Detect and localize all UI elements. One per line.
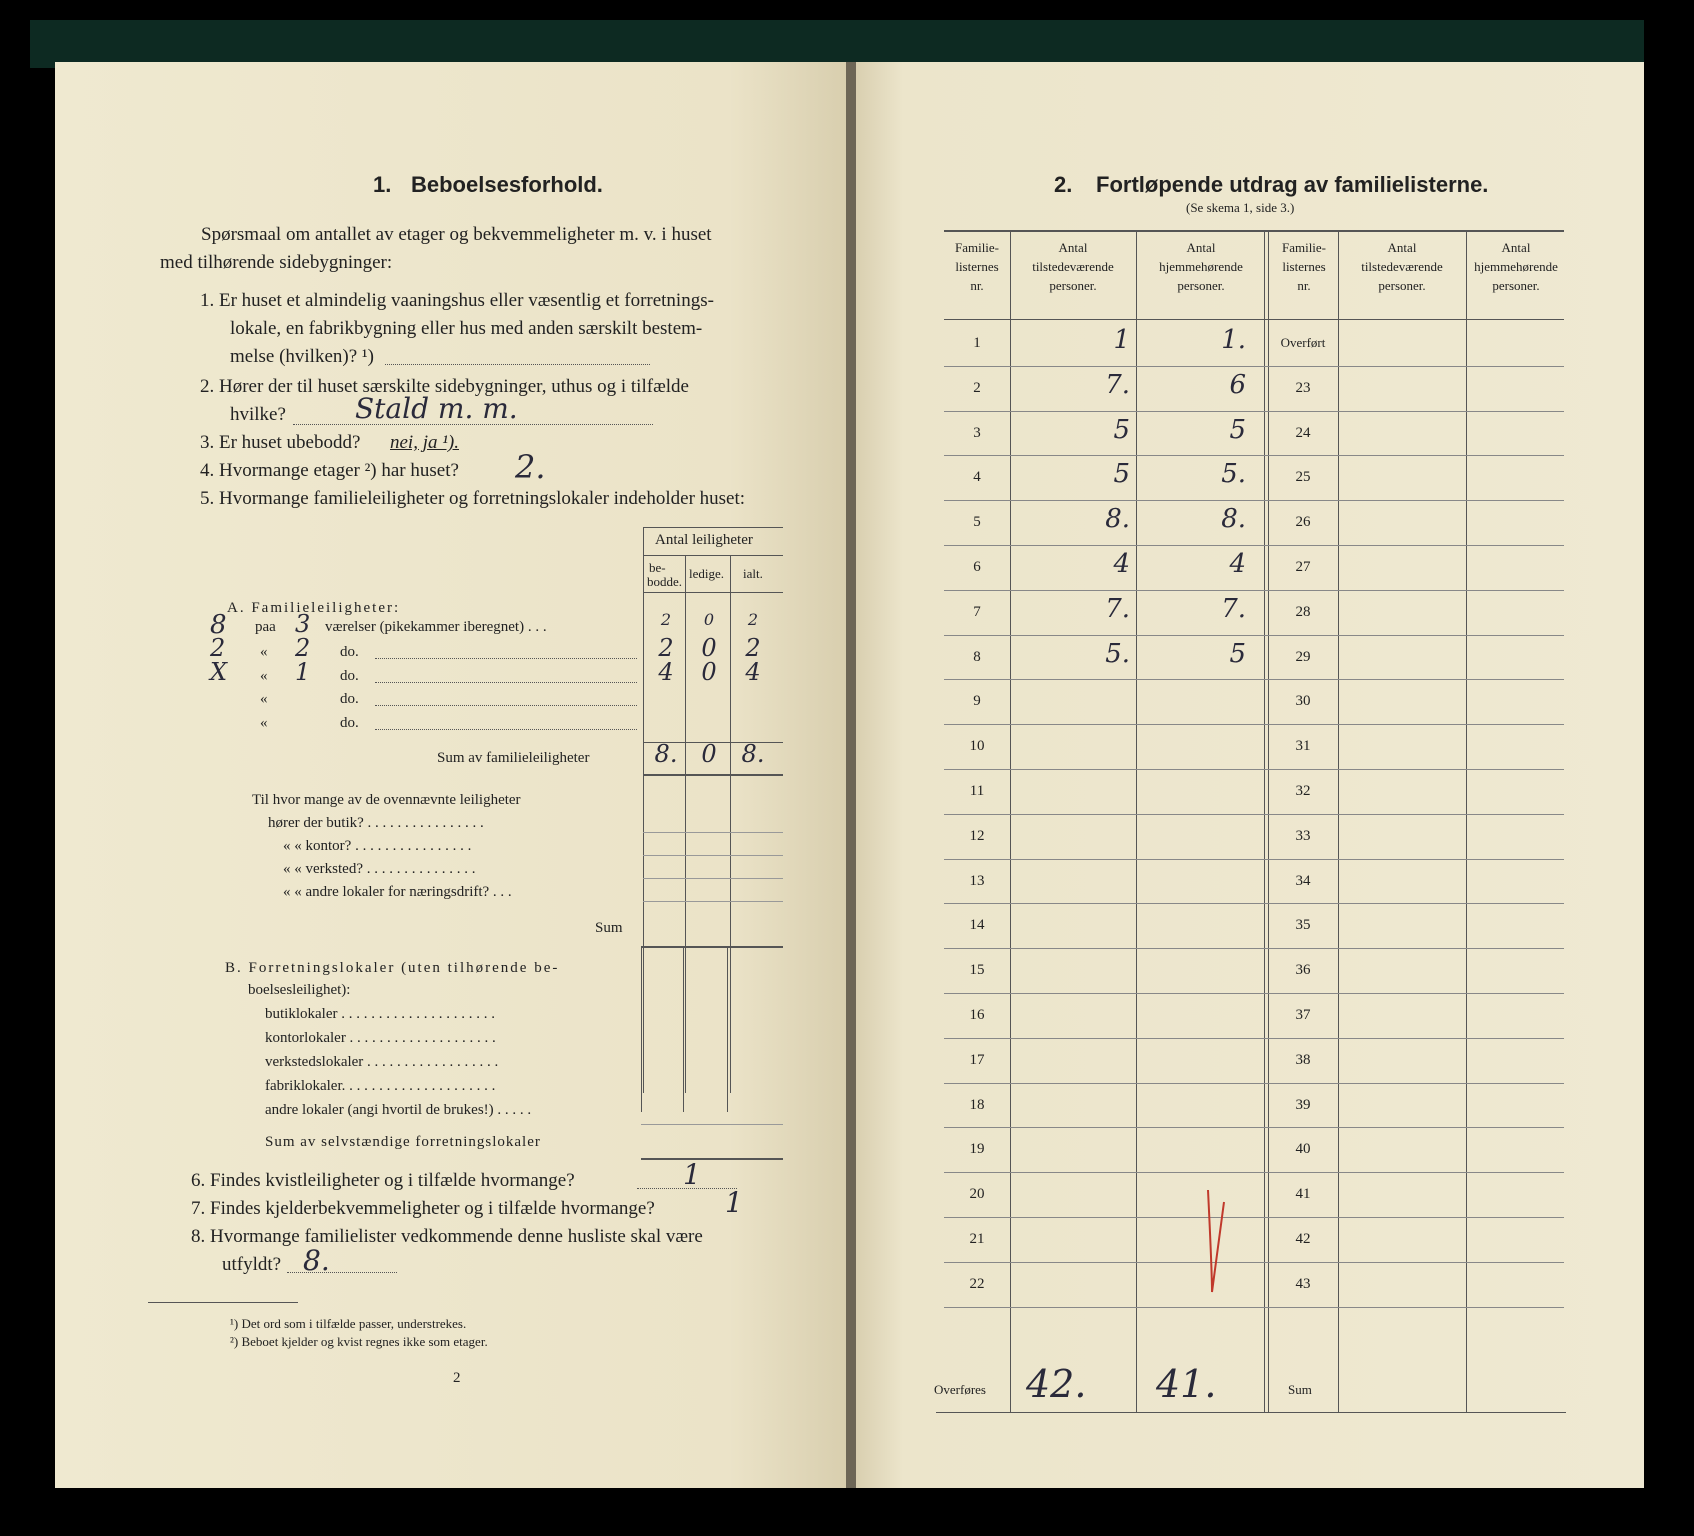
row-a5-do: do.	[340, 715, 359, 731]
row-nr-left: 22	[969, 1275, 985, 1292]
row-nr-right: 40	[1295, 1141, 1311, 1158]
row-nr-right: 36	[1295, 962, 1311, 979]
question-2-line-1: 2. Hører der til huset særskilte sidebygninger, uthus og i tilfælde	[200, 376, 689, 397]
row-nr-right: 38	[1295, 1051, 1311, 1068]
right-page	[856, 62, 1644, 1488]
left-page	[55, 62, 848, 1488]
question-7: 7. Findes kjelderbekvemmeligheter og i tilfælde hvormange?	[191, 1198, 655, 1219]
row-a1-bebodde: 2	[660, 610, 672, 629]
row-nr-right: 37	[1295, 1007, 1311, 1023]
row-nr-left: 18	[969, 1096, 985, 1113]
row-a2-quote: «	[260, 644, 268, 660]
row-nr-right: 27	[1295, 559, 1311, 575]
row-present: 5	[1113, 414, 1130, 445]
row-nr-right: 23	[1295, 379, 1311, 396]
row-a5-quote: «	[260, 715, 268, 731]
til-line-3: « « kontor? . . . . . . . . . . . . . . . .	[283, 838, 472, 854]
question-3-options: nei, ja ¹).	[390, 432, 460, 453]
sum-til-label: Sum	[595, 920, 623, 936]
question-1-line-3: melse (hvilken)? ¹)	[230, 346, 374, 367]
row-nr-left: 15	[969, 962, 985, 979]
row-nr-left: 14	[969, 917, 985, 934]
sum-a-ledige: 0	[701, 740, 717, 768]
row-a4-do: do.	[340, 691, 359, 707]
row-home: 4	[1229, 549, 1246, 579]
row-home: 1.	[1221, 325, 1246, 355]
col-ledige: ledige.	[689, 566, 725, 581]
row-nr-left: 2	[973, 379, 981, 396]
til-line-5: « « andre lokaler for næringsdrift? . . .	[283, 884, 512, 900]
header-hjemmehorende-1: Antal hjemmehørende personer.	[1159, 240, 1243, 293]
row-nr-left: 16	[969, 1007, 985, 1023]
row-nr-right: 29	[1295, 648, 1311, 665]
row-nr-left: 3	[973, 424, 981, 441]
row-a3-ialt: 4	[745, 658, 761, 686]
row-nr-left: 20	[969, 1186, 985, 1203]
row-a1-rest: værelser (pikekammer iberegnet) . . .	[325, 619, 547, 635]
margin-mark-1: 8	[210, 610, 227, 640]
row-nr-left: 6	[973, 559, 981, 575]
right-title: Fortløpende utdrag av familielisterne.	[1096, 172, 1489, 197]
row-a3-bebodde: 4	[658, 658, 674, 686]
intro-line-1: Spørsmaal om antallet av etager og bekvemmeligheter m. v. i huset	[201, 224, 712, 245]
row-a3-ledige: 0	[701, 658, 717, 686]
row-present: 5	[1113, 459, 1130, 490]
row-home: 6	[1229, 369, 1246, 400]
question-6: 6. Findes kvistleiligheter og i tilfælde hvormange?	[191, 1170, 575, 1191]
table-header-antal: Antal leiligheter	[655, 532, 753, 548]
row-a1-ledige: 0	[703, 610, 715, 629]
row-a2-do: do.	[340, 644, 359, 660]
b-andre-lokaler: andre lokaler (angi hvortil de brukes!) . . . . .	[265, 1102, 532, 1118]
row-home: 7.	[1221, 593, 1246, 624]
intro-line-2: med tilhørende sidebygninger:	[160, 252, 393, 273]
question-1-line-2: lokale, en fabrikbygning eller hus med anden særskilt bestem-	[230, 318, 703, 339]
row-nr-left: 5	[973, 514, 981, 531]
table-col-line-1	[643, 527, 644, 1093]
row-present: 8.	[1105, 504, 1130, 535]
row-present: 4	[1113, 549, 1130, 579]
question-5: 5. Hvormange familieleiligheter og forretningslokaler indeholder huset:	[200, 488, 746, 509]
row-a3-do: do.	[340, 668, 359, 684]
header-tilstedevaerende-1: Antal tilstedeværende personer.	[1032, 240, 1114, 293]
row-a1-paa: paa	[255, 619, 276, 635]
b-butiklokaler: butiklokaler . . . . . . . . . . . . . . . . . . . . .	[265, 1006, 495, 1022]
header-tilstedevaerende-2: Antal tilstedeværende personer.	[1361, 240, 1443, 293]
sum-family-label: Sum av familieleiligheter	[437, 750, 590, 766]
sum-b-label: Sum av selvstændige forretningslokaler	[265, 1134, 541, 1150]
row-a1-rooms: 3	[295, 610, 311, 638]
sum-a-ialt: 8.	[741, 740, 765, 768]
b-kontorlokaler: kontorlokaler . . . . . . . . . . . . . . . . . . . .	[265, 1030, 496, 1046]
handwritten-answer-q6: 1	[683, 1158, 701, 1191]
header-familielistenes-nr-2: Familie- listernes nr.	[1281, 240, 1327, 293]
til-line-4: « « verksted? . . . . . . . . . . . . . . .	[283, 861, 476, 877]
answer-line-q1	[385, 364, 650, 365]
row-nr-left: 10	[969, 738, 985, 755]
row-a2-ledige: 0	[701, 634, 717, 662]
table-col-line-3	[730, 555, 731, 1093]
row-present: 7.	[1105, 593, 1130, 624]
question-2-line-2: hvilke?	[230, 404, 286, 425]
row-present: 7.	[1105, 369, 1130, 400]
tick-marks	[856, 62, 1644, 1488]
row-home: 8.	[1221, 504, 1246, 535]
col-bebodde-1: be-	[649, 560, 666, 575]
row-nr-right: Overført	[1280, 335, 1326, 350]
b-fabriklokaler: fabriklokaler. . . . . . . . . . . . . . . . . . . . .	[265, 1078, 496, 1094]
table-top-rule	[643, 527, 783, 528]
row-nr-left: 13	[969, 872, 985, 889]
row-nr-right: 43	[1295, 1275, 1311, 1292]
row-nr-right: 28	[1295, 603, 1311, 620]
row-nr-right: 32	[1295, 783, 1311, 799]
row-nr-right: 33	[1295, 827, 1311, 844]
footnote-rule	[148, 1302, 298, 1303]
row-nr-left: 21	[969, 1231, 985, 1247]
question-4: 4. Hvormange etager ²) har huset?	[200, 460, 459, 481]
row-nr-left: 4	[973, 469, 981, 486]
row-nr-left: 1	[973, 335, 981, 351]
til-line-1: Til hvor mange av de ovennævnte leiligheter	[252, 792, 521, 808]
row-nr-right: 30	[1295, 693, 1311, 710]
row-nr-right: 25	[1295, 469, 1311, 486]
margin-mark-3: X	[210, 658, 228, 686]
question-1-line-1: 1. Er huset et almindelig vaaningshus eller væsentlig et forretnings-	[200, 290, 714, 311]
row-nr-left: 9	[973, 693, 981, 710]
row-nr-right: 31	[1295, 738, 1311, 755]
question-8-line-1: 8. Hvormange familielister vedkommende denne husliste skal være	[191, 1226, 703, 1247]
row-a4-quote: «	[260, 691, 268, 707]
row-nr-right: 41	[1295, 1186, 1311, 1203]
row-nr-left: 7	[973, 603, 981, 620]
row-nr-left: 11	[969, 783, 985, 799]
row-a2-ialt: 2	[745, 634, 761, 662]
row-nr-right: 26	[1295, 514, 1311, 531]
row-a1-ialt: 2	[747, 610, 759, 629]
total-home: 41.	[1156, 1362, 1217, 1406]
row-a2-rooms: 2	[295, 634, 311, 662]
handwritten-answer-q4: 2.	[515, 448, 546, 486]
sum-a-bebodde: 8.	[654, 740, 678, 768]
row-a3-rooms: 1	[295, 658, 311, 686]
question-8-line-2: utfyldt?	[222, 1254, 282, 1275]
left-title: Beboelsesforhold.	[411, 172, 603, 197]
row-nr-left: 17	[969, 1051, 985, 1068]
handwritten-answer-q7: 1	[725, 1186, 743, 1219]
row-nr-left: 19	[969, 1141, 985, 1158]
row-home: 5	[1229, 638, 1246, 669]
row-nr-left: 8	[973, 648, 981, 665]
section-b-line-1: B. Forretningslokaler (uten tilhørende be-	[225, 960, 560, 976]
page-number: 2	[453, 1370, 461, 1386]
red-check-mark	[1208, 1190, 1224, 1292]
footnote-1: ¹) Det ord som i tilfælde passer, understrekes.	[230, 1316, 467, 1331]
row-nr-right: 35	[1295, 917, 1311, 934]
row-home: 5.	[1221, 459, 1246, 490]
row-nr-left: 12	[969, 827, 985, 844]
section-b-line-2: boelsesleilighet):	[248, 982, 351, 998]
header-familielistenes-nr-1: Familie- listernes nr.	[954, 240, 1000, 293]
right-title-number: 2.	[1054, 172, 1073, 197]
total-present: 42.	[1026, 1362, 1087, 1406]
footnote-2: ²) Beboet kjelder og kvist regnes ikke som etager.	[230, 1334, 488, 1349]
margin-mark-2: 2	[210, 634, 226, 662]
row-a3-quote: «	[260, 668, 268, 684]
scan-top-border	[30, 20, 1644, 68]
left-title-number: 1.	[373, 172, 392, 197]
row-present: 1	[1113, 325, 1130, 355]
row-a2-bebodde: 2	[658, 634, 674, 662]
right-subtitle: (Se skema 1, side 3.)	[1186, 200, 1295, 215]
col-bebodde-2: bodde.	[647, 574, 683, 589]
handwritten-answer-q8: 8.	[303, 1244, 330, 1277]
table-col-line-2	[685, 555, 686, 1093]
b-verkstedslokaler: verkstedslokaler . . . . . . . . . . . . . . . . . .	[265, 1054, 499, 1070]
handwritten-answer-q2: Stald m. m.	[355, 392, 518, 425]
row-home: 5	[1229, 414, 1246, 445]
til-line-2: hører der butik? . . . . . . . . . . . . . . . .	[268, 815, 484, 831]
header-hjemmehorende-2: Antal hjemmehørende personer.	[1474, 240, 1558, 293]
row-nr-right: 24	[1295, 424, 1311, 441]
row-present: 5.	[1105, 638, 1130, 669]
section-a-label: A. Familieleiligheter:	[227, 600, 401, 616]
row-nr-right: 39	[1295, 1096, 1311, 1113]
row-nr-right: 42	[1295, 1231, 1311, 1247]
overfores-label: Overføres	[934, 1382, 986, 1397]
col-ialt: ialt.	[743, 566, 763, 581]
question-3: 3. Er huset ubebodd?	[200, 432, 361, 453]
row-nr-right: 34	[1295, 872, 1311, 889]
sum-label: Sum	[1288, 1382, 1312, 1397]
